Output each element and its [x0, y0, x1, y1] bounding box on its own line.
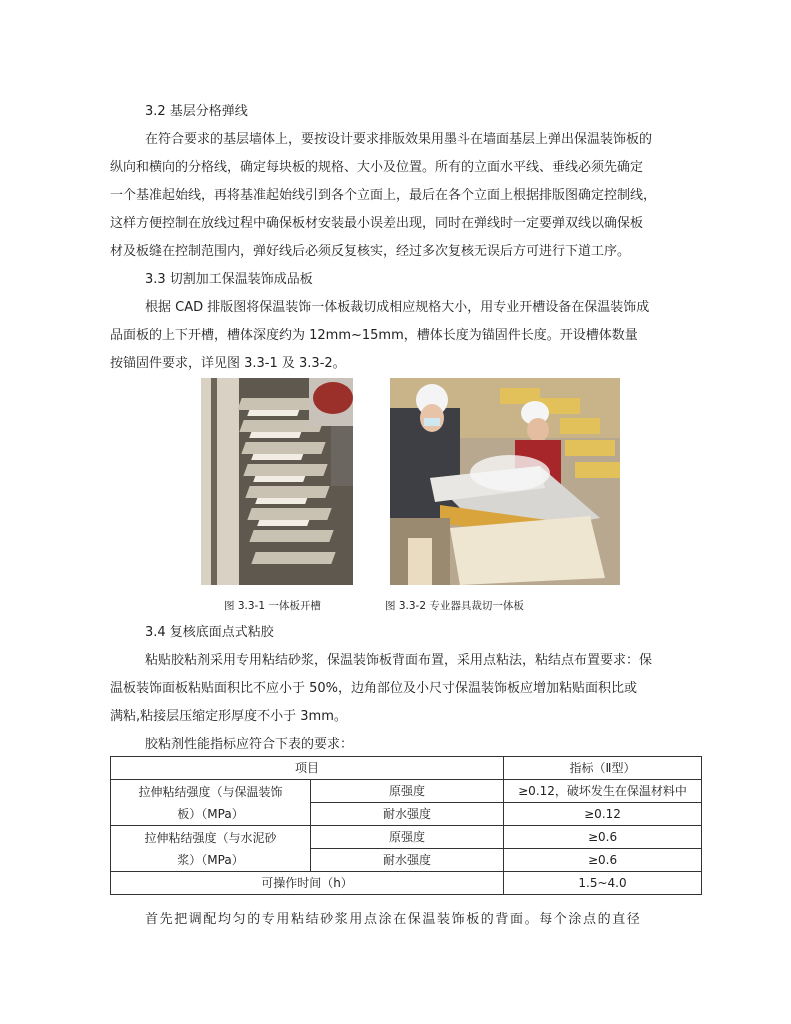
row-label-line: 浆）（MPa） — [177, 852, 244, 867]
table-header-index: 指标（Ⅱ型） — [504, 757, 702, 780]
table-value: ≥0.6 — [504, 826, 702, 849]
table-sub-label: 耐水强度 — [311, 849, 504, 872]
table-header-item: 项目 — [111, 757, 504, 780]
row-label-line: 板）（MPa） — [177, 806, 244, 821]
adhesive-spec-table — [110, 756, 702, 895]
photo-panel-grooving — [201, 378, 353, 585]
row-label-line: 拉伸粘结强度（与水泥砂 — [144, 830, 277, 845]
paragraph-line: 满粘,粘接层压缩定形厚度不小于 3mm。 — [110, 709, 347, 724]
table-row — [111, 872, 702, 895]
paragraph-line: 材及板缝在控制范围内，弹好线后必须反复核实，经过多次复核无误后方可进行下道工序。 — [110, 244, 631, 259]
table-row — [111, 826, 702, 849]
section-heading-3-4: 3.4 复核底面点式粘胶 — [145, 625, 274, 640]
paragraph-line: 粘贴胶粘剂采用专用粘结砂浆，保温装饰板背面布置，采用点粘法，粘结点布置要求：保 — [145, 653, 653, 668]
paragraph-line: 品面板的上下开槽，槽体深度约为 12mm~15mm，槽体长度为锚固件长度。开设槽体数量 — [110, 328, 638, 343]
table-row-label: 可操作时间（h） — [111, 872, 504, 895]
paragraph-line: 按锚固件要求，详见图 3.3-1 及 3.3-2。 — [110, 356, 346, 371]
paragraph-line: 温板装饰面板粘贴面积比不应小于 50%，边角部位及小尺寸保温装饰板应增加粘贴面积比或 — [110, 681, 638, 696]
table-value: ≥0.6 — [504, 849, 702, 872]
section-heading-3-2: 3.2 基层分格弹线 — [145, 104, 248, 119]
table-sub-label: 原强度 — [311, 826, 504, 849]
table-value: ≥0.12 — [504, 803, 702, 826]
section-heading-3-3: 3.3 切割加工保温装饰成品板 — [145, 272, 313, 287]
table-header-row — [111, 757, 702, 780]
figure-caption-3-3-2: 图 3.3-2 专业器具裁切一体板 — [385, 600, 524, 612]
paragraph-line: 胶粘剂性能指标应符合下表的要求： — [145, 737, 354, 752]
figure-caption-3-3-1: 图 3.3-1 一体板开槽 — [224, 600, 321, 612]
row-label-line: 拉伸粘结强度（与保温装饰 — [138, 784, 283, 799]
table-row-label — [111, 826, 311, 872]
paragraph-line: 首先把调配均匀的专用粘结砂浆用点涂在保温装饰板的背面。每个涂点的直径 — [145, 912, 642, 927]
table-value: 1.5~4.0 — [504, 872, 702, 895]
table-sub-label: 原强度 — [311, 780, 504, 803]
photo-panel-cutting — [390, 378, 620, 585]
paragraph-line: 根据 CAD 排版图将保温装饰一体板裁切成相应规格大小，用专业开槽设备在保温装饰成 — [145, 300, 650, 315]
table-row-label — [111, 780, 311, 826]
paragraph-line: 纵向和横向的分格线，确定每块板的规格、大小及位置。所有的立面水平线、垂线必须先确定 — [110, 160, 644, 175]
paragraph-line: 一个基准起始线，再将基准起始线引到各个立面上，最后在各个立面上根据排版图确定控制线， — [110, 188, 657, 203]
paragraph-line: 在符合要求的基层墙体上，要按设计要求排版效果用墨斗在墙面基层上弹出保温装饰板的 — [145, 132, 653, 147]
table-sub-label: 耐水强度 — [311, 803, 504, 826]
paragraph-line: 这样方便控制在放线过程中确保板材安装最小误差出现，同时在弹线时一定要弹双线以确保板 — [110, 216, 644, 231]
table-value: ≥0.12，破坏发生在保温材料中 — [504, 780, 702, 803]
table-row — [111, 780, 702, 803]
